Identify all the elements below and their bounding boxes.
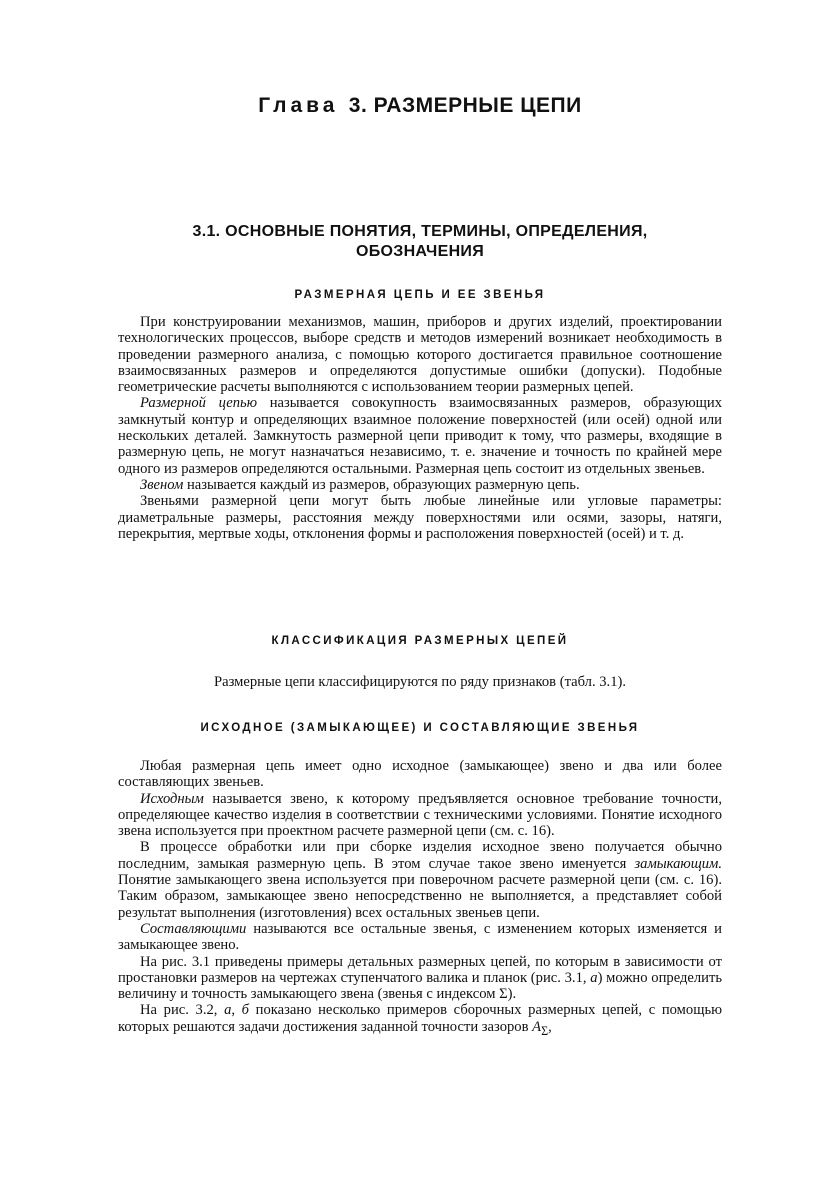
paragraph-definition-chain	[118, 395, 722, 476]
subheading-dimensional-chain: РАЗМЕРНАЯ ЦЕПЬ И ЕЕ ЗВЕНЬЯ	[294, 289, 546, 301]
term-link: Звеном	[140, 476, 184, 493]
figure-variant: а	[224, 1002, 232, 1019]
paragraph: Звеньями размерной цепи могут быть любые линейные или угловые параметры: диаметральные размеры, расстояния между поверхностями или осями, зазоры, натяги, перекрытия, мертвые ходы, отклонения формы и расположения поверхностей (осей) и т. д.	[118, 493, 722, 542]
paragraph-text: называются все остальные звенья, с изменением которых изменяется и замыкающее звено.	[118, 920, 722, 954]
term-closing: замыкающим.	[634, 855, 722, 872]
paragraph-text: называется звено, к которому предъявляется основное требование точности, определяющее качество изделия в соответствии с техническими условиями. Понятие исходного звена используется при проектном расчете размерной цепи (см. с. 16).	[118, 790, 722, 840]
paragraph-text: В процессе обработки или при сборке изделия исходное звено получается обычно последним, замыкая размерную цепь. В этом случае такое звено именуется	[118, 839, 722, 872]
paragraph: Любая размерная цепь имеет одно исходное (замыкающее) звено и два или более составляющих звеньев.	[118, 758, 722, 791]
term-dimensional-chain: Размерной цепью	[140, 395, 257, 412]
separator: ,	[231, 1002, 242, 1019]
punctuation: ,	[548, 1018, 552, 1035]
paragraph-text: называется каждый из размеров, образующих размерную цепь.	[183, 476, 580, 493]
paragraph-text: Понятие замыкающего звена используется при поверочном расчете размерной цепи (см. с. 16). Таким образом, замыкающее звено непосредственно не выполняется, а представляет собой результат выполнения (изготовления) всех остальных звеньев цепи.	[118, 872, 722, 921]
paragraph-figure-3-1	[118, 954, 722, 1003]
section-title-line-1: 3.1. ОСНОВНЫЕ ПОНЯТИЯ, ТЕРМИНЫ, ОПРЕДЕЛЕНИЯ,	[192, 223, 648, 240]
paragraph: При конструировании механизмов, машин, приборов и других изделий, проектировании технологических процессов, выборе средств и методов измерений возникает необходимость в проведении размерного анализа, с помощью которого достигается правильное соотношение взаимосвязанных размеров и определяются допустимые ошибки (допуски). Подобные геометрические расчеты выполняются с использованием теории размерных цепей.	[118, 314, 722, 396]
section-title-line-2: ОБОЗНАЧЕНИЯ	[355, 243, 485, 260]
text-block-dimensional-chain	[118, 314, 722, 542]
paragraph-definition-component	[118, 921, 722, 954]
math-subscript: Σ	[541, 1023, 549, 1038]
text-block-closing-links	[118, 758, 722, 1039]
paragraph-definition-closing	[118, 839, 722, 920]
chapter-label: Глава	[258, 94, 339, 117]
paragraph-text: называется совокупность взаимосвязанных размеров, образующих замкнутый контур и определяющих взаимное положение поверхностей (или осей) одной или нескольких деталей. Замкнутость размерной цепи приводит к тому, что размеры, входящие в размерную цепь, не могут назначаться независимо, т. е. значение и точность по крайней мере одного из размеров определяются остальными. Размерная цепь состоит из отдельных звеньев.	[118, 395, 722, 477]
paragraph-text: показано несколько примеров сборочных размерных цепей, с помощью которых решаются задачи достижения заданной точности зазоров	[118, 1002, 722, 1035]
paragraph-text: На рис. 3.2,	[140, 1002, 225, 1019]
paragraph-text: ) можно определить величину и точность замыкающего звена (звенья с индексом Σ).	[118, 969, 723, 1003]
section-title	[120, 222, 720, 262]
text-block-classification	[118, 674, 722, 690]
figure-variant: а	[590, 969, 598, 986]
paragraph-figure-3-2	[118, 1002, 722, 1039]
figure-variant: б	[241, 1002, 250, 1019]
paragraph-text: На рис. 3.1 приведены примеры детальных размерных цепей, по которым в зависимости от простановки размеров на чертежах ступенчатого валика и планок (рис. 3.1,	[118, 953, 722, 986]
paragraph-definition-initial	[118, 791, 722, 840]
math-symbol: A	[532, 1018, 542, 1035]
paragraph: Размерные цепи классифицируются по ряду признаков (табл. 3.1).	[213, 674, 627, 690]
subheading-classification: КЛАССИФИКАЦИЯ РАЗМЕРНЫХ ЦЕПЕЙ	[271, 635, 569, 647]
paragraph-definition-link	[118, 477, 722, 493]
chapter-name: 3. РАЗМЕРНЫЕ ЦЕПИ	[348, 94, 582, 117]
chapter-title	[0, 94, 840, 118]
term-initial: Исходным	[140, 790, 204, 807]
subheading-closing-links: ИСХОДНОЕ (ЗАМЫКАЮЩЕЕ) И СОСТАВЛЯЮЩИЕ ЗВЕНЬЯ	[200, 722, 640, 734]
term-component: Составляющими	[140, 920, 247, 937]
